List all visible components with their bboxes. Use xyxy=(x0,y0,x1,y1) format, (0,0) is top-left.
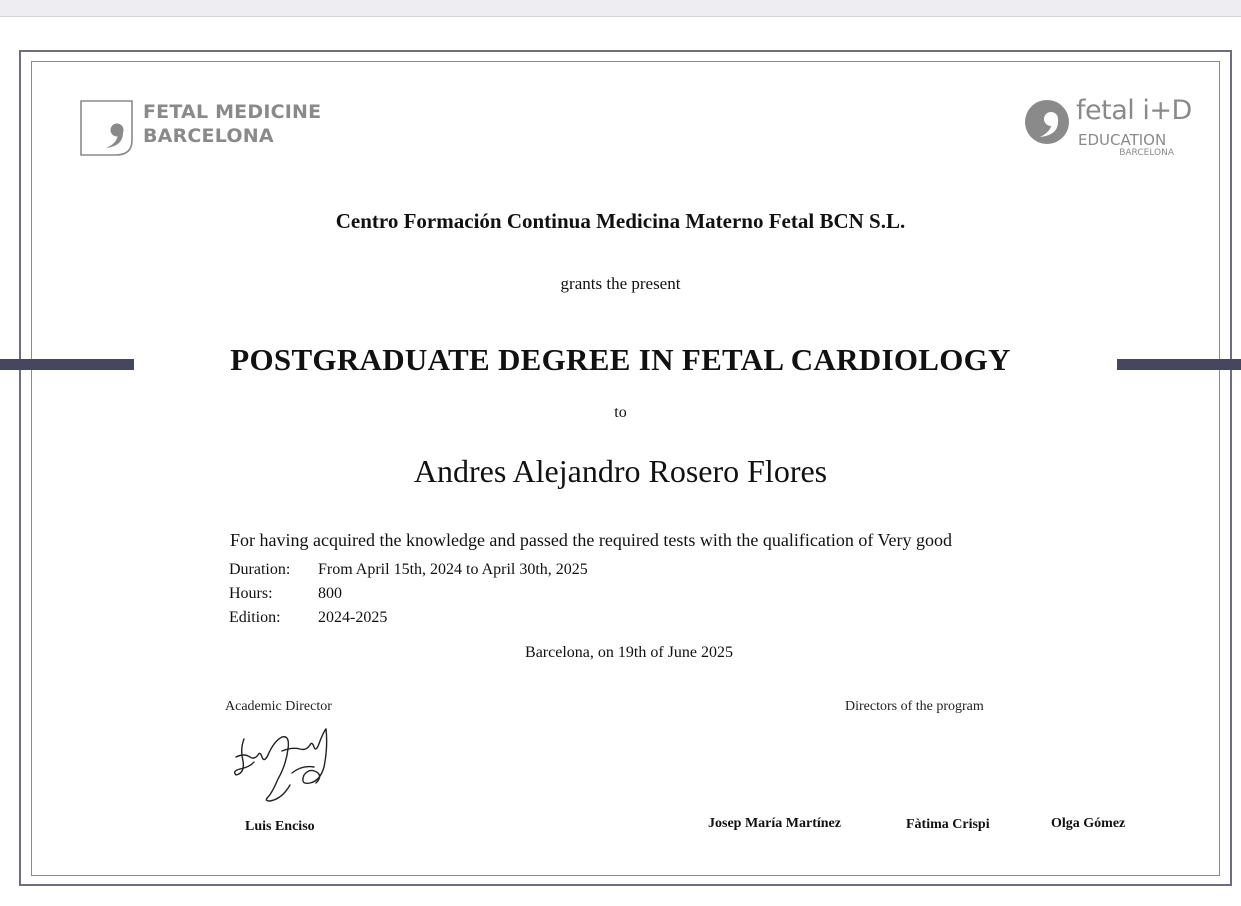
grants-text: grants the present xyxy=(560,274,681,293)
program-director-name: Olga Gómez xyxy=(1051,816,1126,831)
logo-right-line2: BARCELONA xyxy=(1119,148,1174,158)
to-text: to xyxy=(614,404,627,421)
duration-label: Duration: xyxy=(229,561,291,578)
fetal-id-circle-mark-icon xyxy=(1024,99,1070,145)
logo-left-line2: BARCELONA xyxy=(143,125,274,147)
handwritten-signature-icon xyxy=(230,727,340,805)
duration-value: From April 15th, 2024 to April 30th, 2025 xyxy=(318,561,588,578)
issuing-institution: Centro Formación Continua Medicina Materno Fetal BCN S.L. xyxy=(335,209,906,233)
fetal-medicine-barcelona-logo xyxy=(80,100,340,160)
hours-label: Hours: xyxy=(229,585,273,602)
academic-director-name: Luis Enciso xyxy=(245,819,315,834)
degree-title: POSTGRADUATE DEGREE IN FETAL CARDIOLOGY xyxy=(230,342,1011,377)
logo-left-line1: FETAL MEDICINE xyxy=(143,101,322,123)
fetal-id-education-logo xyxy=(1024,95,1192,164)
edition-value: 2024-2025 xyxy=(318,609,388,626)
logo-right-brand: fetal i+D xyxy=(1076,95,1192,126)
program-directors-role: Directors of the program xyxy=(845,699,984,714)
qualification-statement: For having acquired the knowledge and passed the required tests with the qualification of Very good xyxy=(230,530,952,550)
fetal-medicine-mark-icon xyxy=(80,100,134,156)
edition-label: Edition: xyxy=(229,609,281,626)
program-director-name: Fàtima Crispi xyxy=(906,817,990,832)
viewer-top-bar xyxy=(0,0,1241,17)
hours-value: 800 xyxy=(318,585,342,602)
logo-right-line1: EDUCATION xyxy=(1078,131,1167,149)
recipient-name: Andres Alejandro Rosero Flores xyxy=(413,453,828,489)
place-and-date: Barcelona, on 19th of June 2025 xyxy=(525,644,733,661)
academic-director-role: Academic Director xyxy=(225,699,332,714)
program-director-name: Josep María Martínez xyxy=(708,816,841,831)
